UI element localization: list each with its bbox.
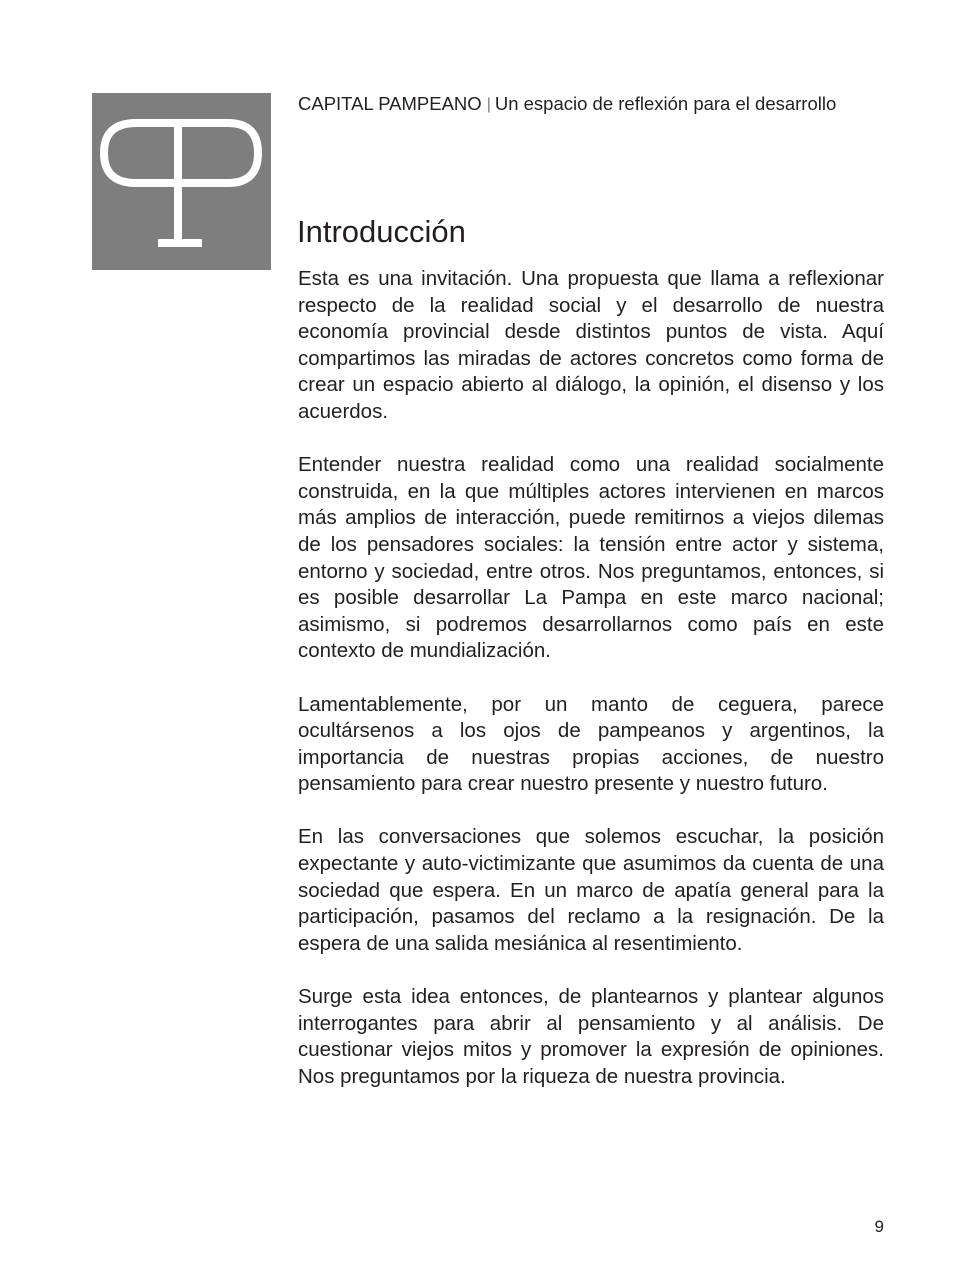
document-header	[298, 92, 918, 118]
header-brand: CAPITAL PAMPEANO	[298, 93, 482, 114]
body-text	[298, 266, 884, 1117]
paragraph-1: Esta es una invitación. Una propuesta que llama a reflexionar respecto de la realidad social y el desarrollo de nuestra economía provincial desde distintos puntos de vista. Aquí compartimos las miradas de actores concretos como forma de crear un espacio abierto al diálogo, la opinión, el disenso y los acuerdos.	[298, 267, 884, 423]
logo-c-stroke	[104, 123, 180, 183]
page-number: 9	[874, 1217, 884, 1236]
section-title: Introducción	[297, 214, 466, 249]
header-separator: |	[486, 96, 491, 113]
paragraph-5: Surge esta idea entonces, de plantearnos y plantear algunos interrogantes para abrir al pensamiento y al análisis. De cuestionar viejos mitos y promover la expresión de opiniones. Nos preguntamos por la riqueza de nuestra provincia.	[298, 985, 884, 1088]
logo-p-bowl-stroke	[178, 123, 258, 183]
paragraph-2: Entender nuestra realidad como una realidad socialmente construida, en la que múltiples actores intervienen en marcos más amplios de interacción, puede remitirnos a viejos dilemas de los pensadores sociales: la tensión entre actor y sistema, entorno y sociedad, entre otros. Nos preguntamos, entonces, si es posible desarrollar La Pampa en este marco nacional; asimismo, si podremos desarrollarnos como país en este contexto de mundialización.	[298, 453, 884, 663]
header-tagline: Un espacio de reflexión para el desarrollo	[494, 93, 837, 114]
cp-monogram-icon	[92, 93, 271, 270]
paragraph-3: Lamentablemente, por un manto de ceguera, parece ocultársenos a los ojos de pampeanos y argentinos, la importancia de nuestras propias acciones, de nuestro pensamiento para crear nuestro presente y nuestro futuro.	[298, 692, 884, 796]
paragraph-4: En las conversaciones que solemos escuchar, la posición expectante y auto-victimizante que asumimos da cuenta de una sociedad que espera. En un marco de apatía general para la participación, pasamos del reclamo a la resignación. De la espera de una salida mesiánica al resentimiento.	[298, 825, 884, 955]
capital-pampeano-logo	[92, 93, 271, 270]
